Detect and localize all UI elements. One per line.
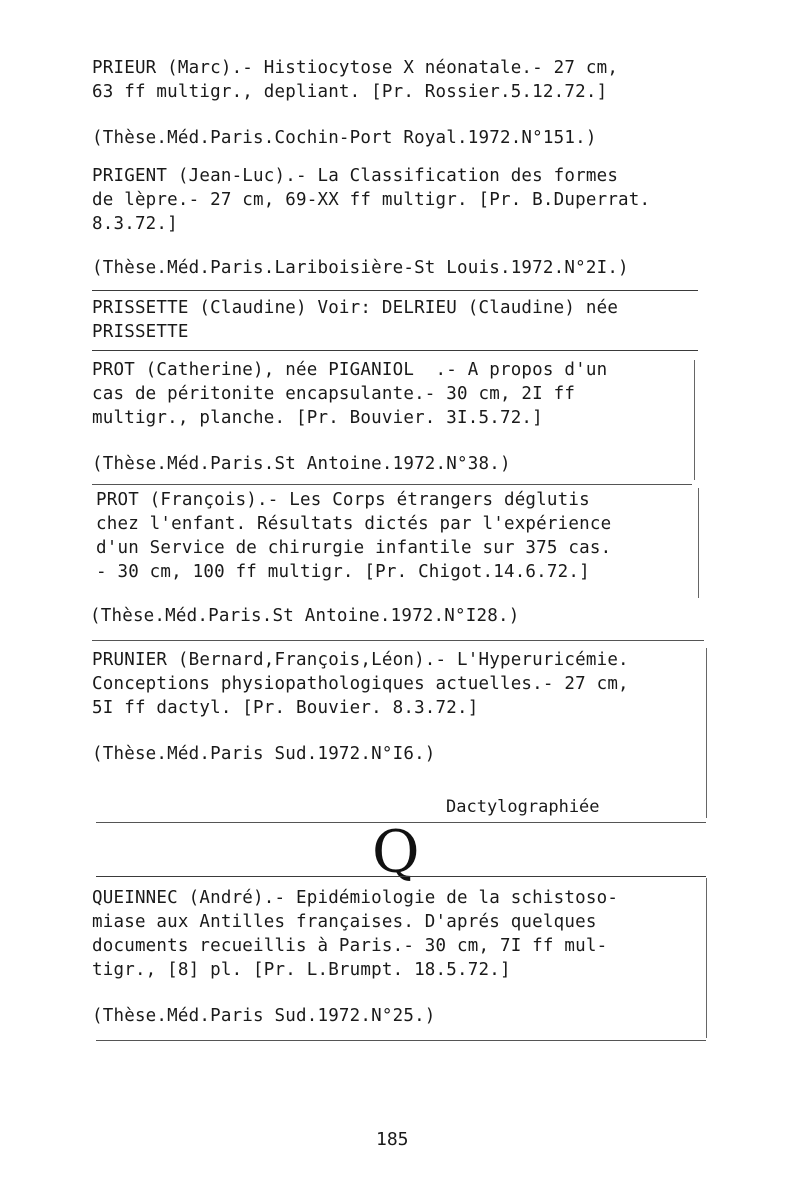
entry-line: PRISSETTE [92,322,189,342]
separator-line [96,876,706,877]
catalog-entry-queinnec [92,886,618,1028]
section-letter: Q [372,818,420,886]
entry-line: PROT (François).- Les Corps étrangers déglutis [96,490,590,510]
page-number: 185 [376,1129,409,1150]
entry-line: QUEINNEC (André).- Epidémiologie de la schistoso- [92,888,619,908]
entry-line: PROT (Catherine), née PIGANIOL .- A propos d'un [92,360,608,380]
entry-line: 8.3.72.] [92,214,178,234]
entry-line: multigr., planche. [Pr. Bouvier. 3I.5.72.] [92,408,543,428]
entry-line: documents recueillis à Paris.- 30 cm, 7I ff mul- [92,936,608,956]
catalog-entry-prissette [92,296,618,344]
entry-line: PRUNIER (Bernard,François,Léon).- L'Hyperuricémie. [92,650,629,670]
entry-line: miase aux Antilles françaises. D'aprés quelques [92,912,597,932]
entry-line: tigr., [8] pl. [Pr. L.Brumpt. 18.5.72.] [92,960,511,980]
entry-citation: (Thèse.Méd.Paris.St Antoine.1972.N°38.) [92,454,511,474]
separator-line [92,290,698,291]
catalog-entry-prigent [92,164,650,280]
entry-citation: (Thèse.Méd.Paris.Lariboisière-St Louis.1972.N°2I.) [92,258,629,278]
border-line [706,878,707,1038]
separator-line [96,1040,706,1041]
border-line [698,488,699,598]
typed-note: Dactylographiée [446,797,600,817]
entry-citation: (Thèse.Méd.Paris Sud.1972.N°I6.) [92,744,436,764]
entry-citation: (Thèse.Méd.Paris.Cochin-Port Royal.1972.N°151.) [92,128,597,148]
entry-line: PRIGENT (Jean-Luc).- La Classification des formes [92,166,619,186]
separator-line [92,484,692,485]
border-line [694,360,695,480]
entry-line: chez l'enfant. Résultats dictés par l'expérience [96,514,612,534]
entry-line: PRISSETTE (Claudine) Voir: DELRIEU (Claudine) née [92,298,619,318]
catalog-entry-prieur [92,56,618,150]
entry-citation: (Thèse.Méd.Paris Sud.1972.N°25.) [92,1006,436,1026]
border-line [706,648,707,818]
catalog-entry-prot-catherine [92,358,607,476]
entry-line: 63 ff multigr., depliant. [Pr. Rossier.5.12.72.] [92,82,608,102]
entry-line: Conceptions physiopathologiques actuelles.- 27 cm, [92,674,629,694]
separator-line [92,640,704,641]
catalog-entry-prot-francois [90,488,612,628]
entry-citation: (Thèse.Méd.Paris.St Antoine.1972.N°I28.) [90,606,520,626]
entry-line: - 30 cm, 100 ff multigr. [Pr. Chigot.14.6.72.] [96,562,590,582]
entry-line: cas de péritonite encapsulante.- 30 cm, 2I ff [92,384,576,404]
separator-line [92,350,698,351]
entry-line: PRIEUR (Marc).- Histiocytose X néonatale.- 27 cm, [92,58,619,78]
entry-line: de lèpre.- 27 cm, 69-XX ff multigr. [Pr. B.Duperrat. [92,190,651,210]
catalog-entry-prunier [92,648,629,766]
entry-line: d'un Service de chirurgie infantile sur 375 cas. [96,538,612,558]
entry-line: 5I ff dactyl. [Pr. Bouvier. 8.3.72.] [92,698,479,718]
